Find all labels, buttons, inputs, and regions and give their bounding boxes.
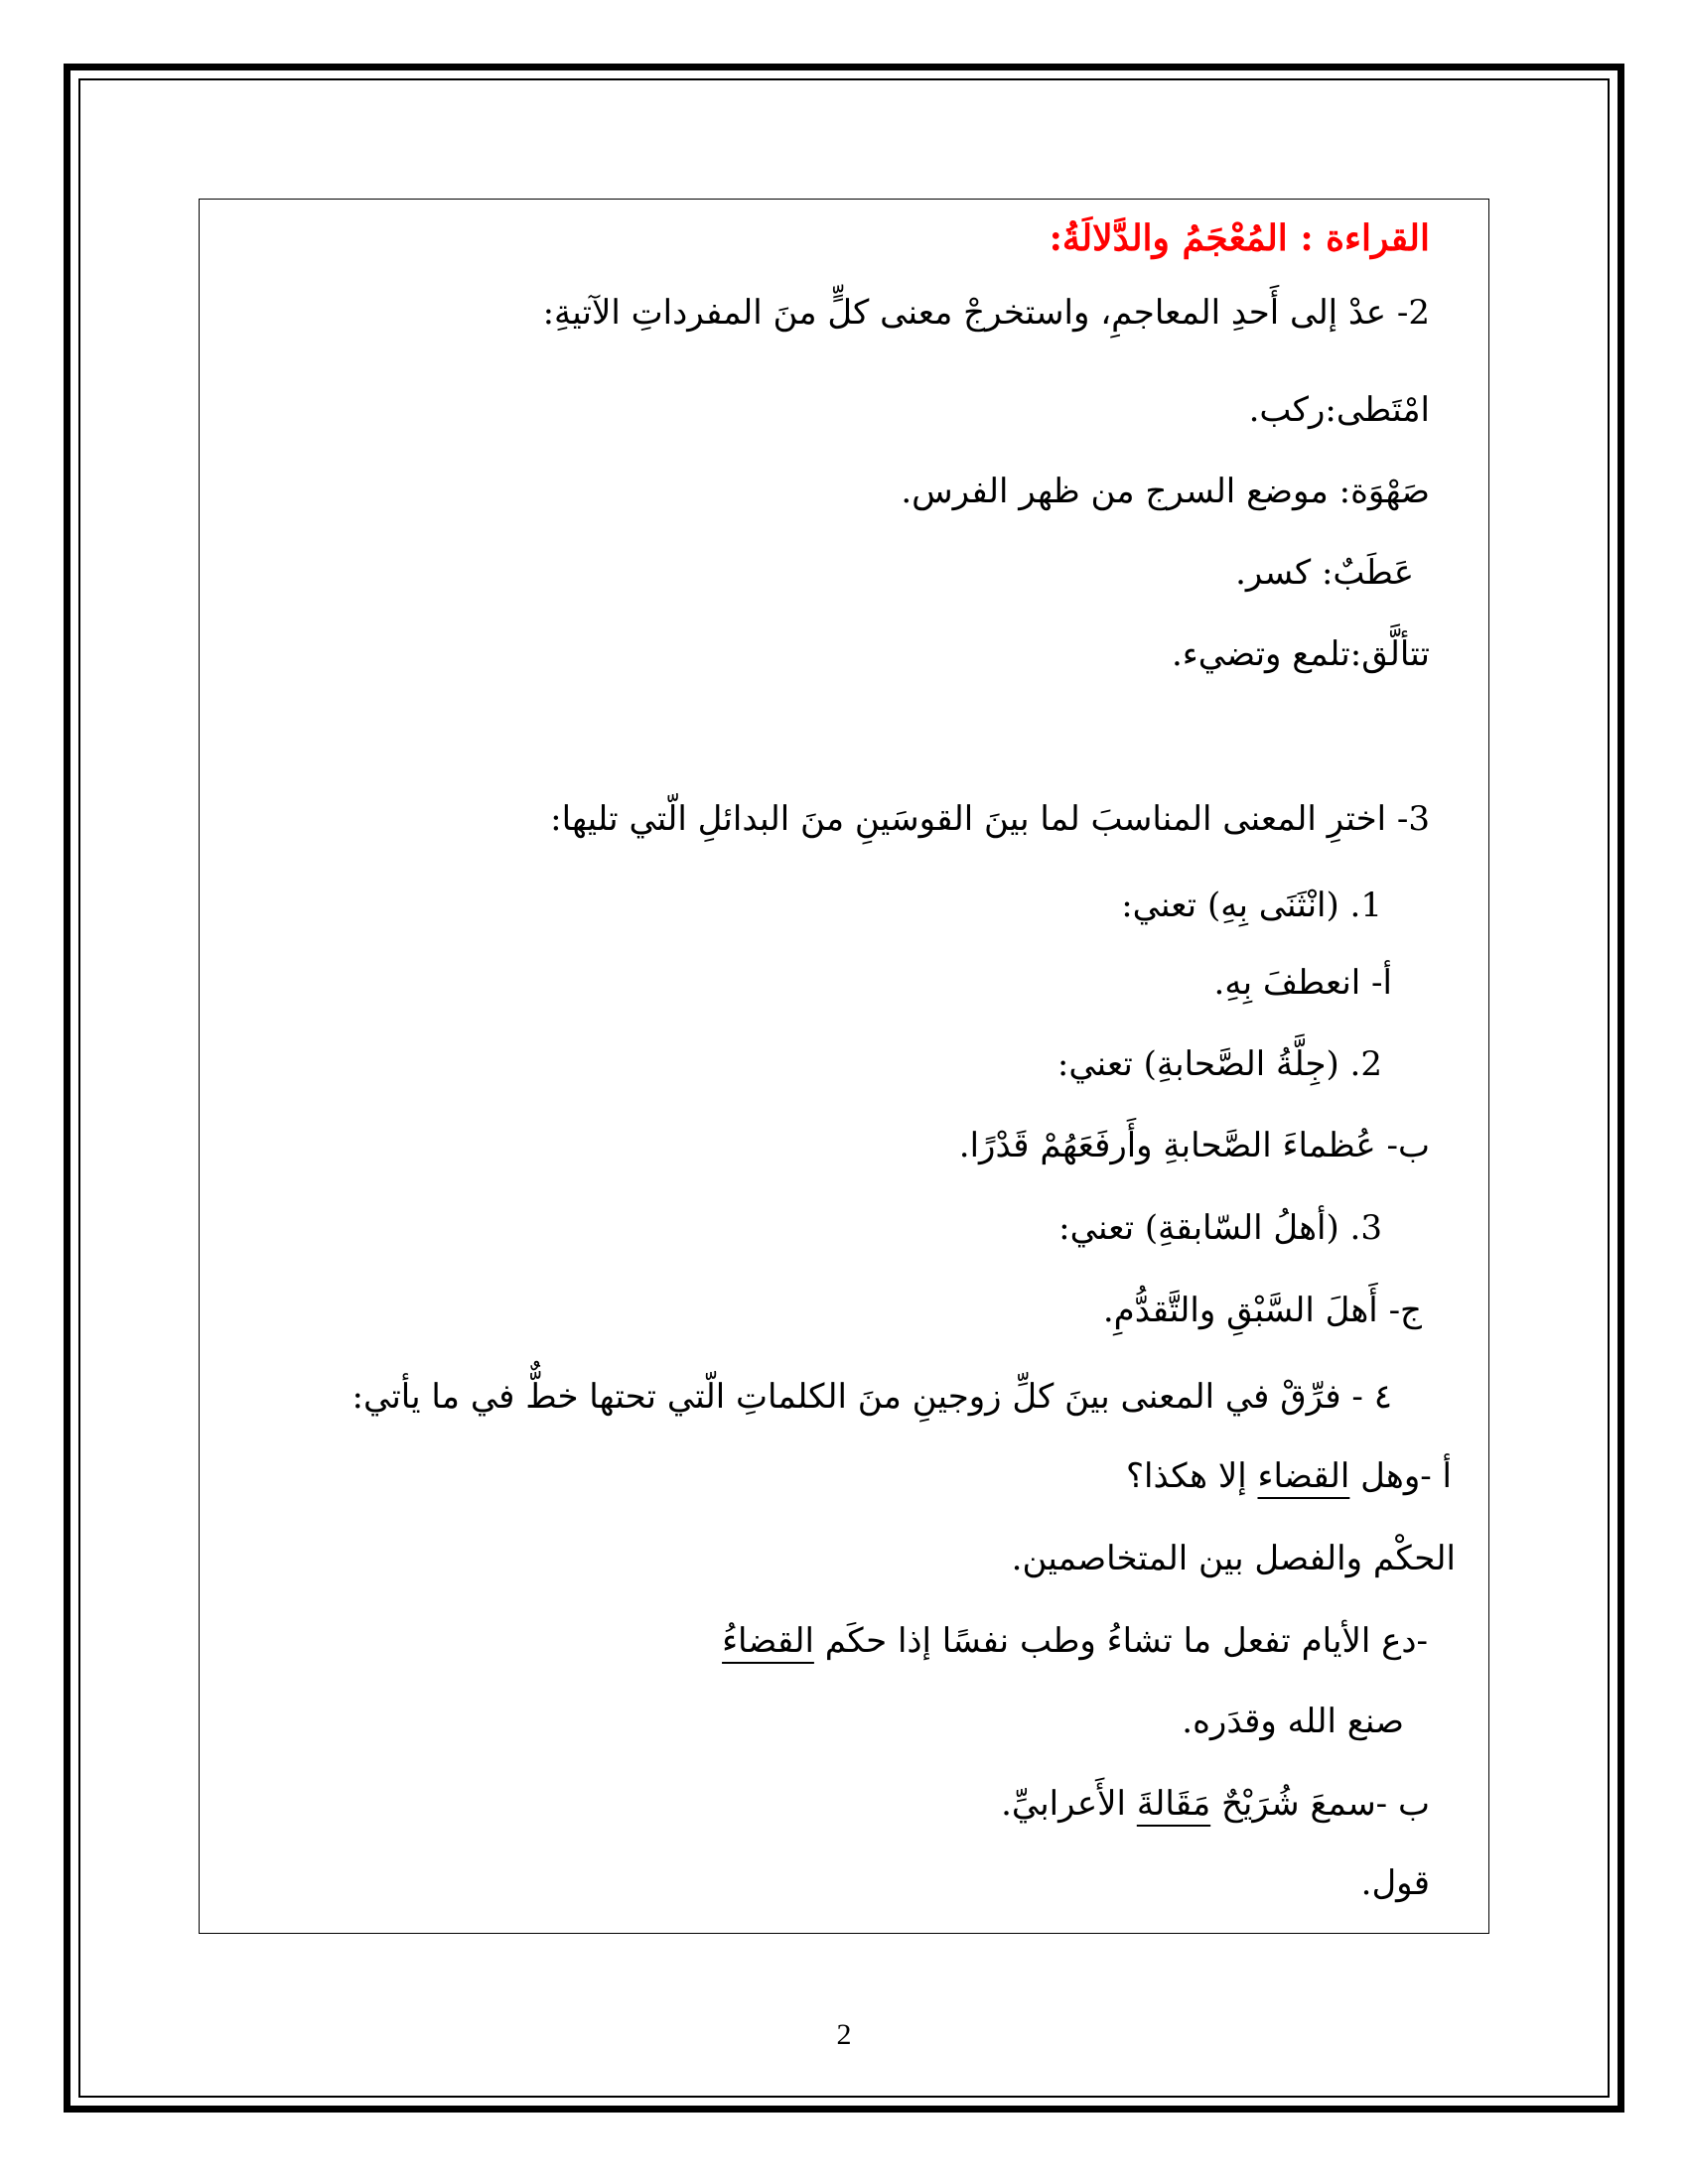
example-b-sentence [1001,1784,1430,1824]
example-b-post: الأَعرابيِّ. [1001,1784,1137,1824]
example-a-sentence [1126,1456,1452,1496]
question-3-item-question: 2. (جِلَّةُ الصَّحابةِ) تعني: [1056,1044,1382,1084]
question-3-item-question: 1. (انْثَنَى بِهِ) تعني: [1121,886,1382,925]
question-2-prompt: 2- عدْ إلى أَحدِ المعاجمِ، واستخرجْ معنى كلٍّ منَ المفرداتِ الآتيةِ: [542,293,1430,333]
question-3-item-answer: ب- عُظماءَ الصَّحابةِ وأَرفَعَهُمْ قَدْرًا. [958,1126,1430,1165]
section-heading: القراءة : المُعْجَمُ والدَّلالَةُ: [1049,217,1430,259]
verse-meaning: صنع الله وقدَره. [1182,1702,1404,1741]
example-b-meaning: قول. [1360,1863,1430,1903]
example-b-pre: ب -سمعَ شُرَيْحٌ [1210,1784,1430,1824]
question-3-item-question: 3. (أهلُ السّابقةِ) تعني: [1058,1208,1382,1248]
page-number: 2 [836,2018,852,2051]
underlined-word: القضاء [1257,1456,1350,1496]
question-3-item-answer: ج- أَهلَ السَّبْقِ والتَّقدُّمِ. [1102,1291,1422,1330]
question-3-item-answer: أ- انعطفَ بِهِ. [1213,963,1392,1003]
example-a-meaning: الحكْم والفصل بين المتخاصمين. [1011,1539,1456,1578]
vocab-item: امْتَطى:ركب. [1248,390,1430,430]
vocab-item: عَطَبٌ: كسر. [1235,553,1414,593]
underlined-word: القضاءُ [722,1621,814,1661]
question-3-prompt: 3- اخترِ المعنى المناسبَ لما بينَ القوسَينِ منَ البدائلِ الّتي تليها: [550,799,1430,839]
example-a-post: إلا هكذا؟ [1126,1456,1258,1496]
example-a-pre: أ -وهل [1349,1456,1452,1496]
vocab-item: صَهْوَة: موضع السرج من ظهر الفرس. [901,472,1430,511]
underlined-word: مَقَالةَ [1136,1784,1211,1824]
vocab-item: تتألَّق:تلمع وتضيء. [1171,634,1430,674]
verse-pre: -دع الأيام تفعل ما تشاءُ وطب نفسًا إذا حكَم [813,1621,1428,1661]
verse-line [722,1621,1428,1661]
question-4-prompt: ٤ - فرِّقْ في المعنى بينَ كلِّ زوجينِ منَ الكلماتِ الّتي تحتها خطٌّ في ما يأتي: [352,1377,1392,1417]
